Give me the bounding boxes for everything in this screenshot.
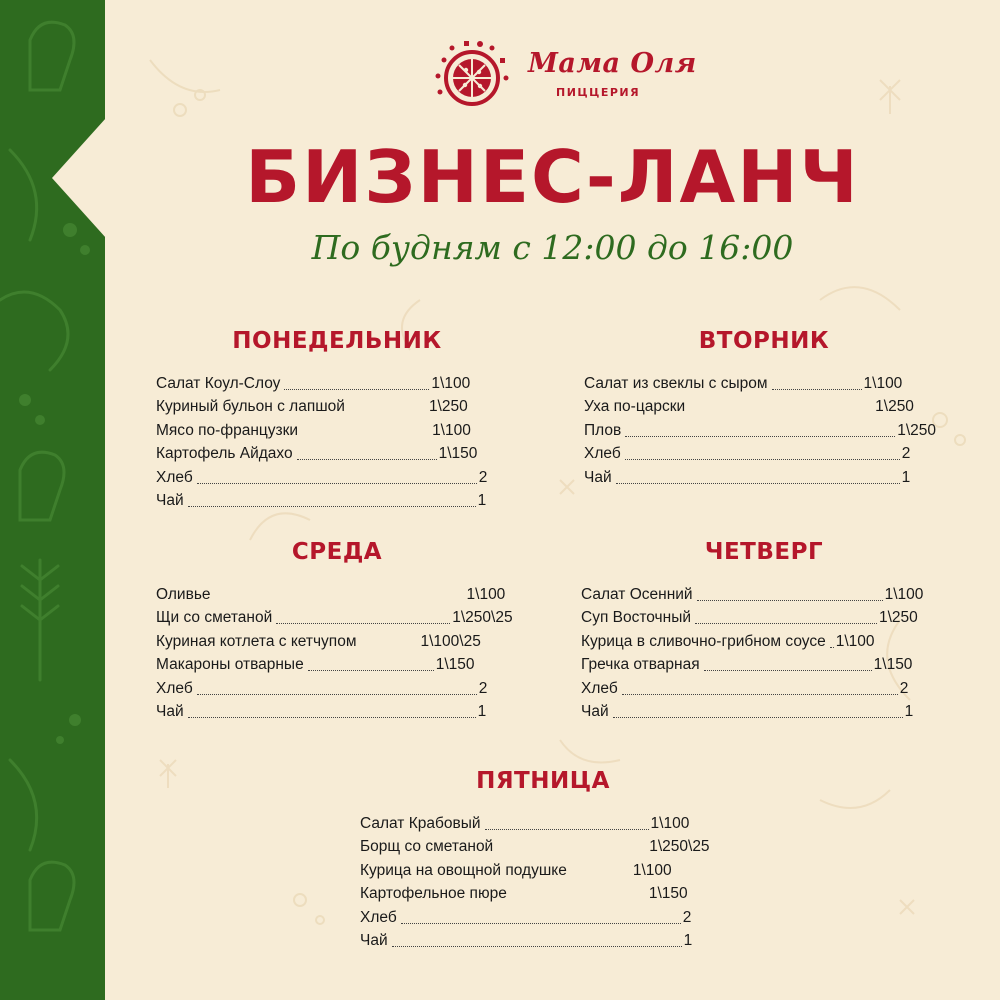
menu-item: [584, 441, 944, 465]
menu-item: [581, 581, 947, 605]
dish-portion: 1\150: [648, 885, 688, 902]
dish-portion: 1\250: [879, 609, 918, 626]
dot-leader: [349, 411, 427, 413]
menu-list: [360, 810, 726, 951]
menu-item: [156, 699, 518, 723]
menu-item: [156, 605, 518, 629]
dish-portion: 1: [477, 703, 487, 720]
menu-item: [156, 464, 518, 488]
dish-portion: 2: [901, 445, 911, 462]
dot-leader: [392, 945, 682, 947]
dish-portion: 1\150: [438, 445, 478, 462]
day-title: ЧЕТВЕРГ: [704, 539, 824, 565]
menu-item: [584, 394, 944, 418]
dish-portion: 1\100: [431, 374, 471, 392]
dot-leader: [188, 716, 476, 718]
menu-list: [584, 370, 944, 488]
dish-name: Картофельное пюре: [360, 885, 507, 902]
dish-name: Салат Осенний: [581, 585, 693, 603]
dish-portion: 1\150: [435, 656, 475, 673]
day-title: ВТОРНИК: [698, 328, 830, 354]
dish-name: Хлеб: [584, 445, 621, 462]
dish-name: Хлеб: [156, 468, 193, 486]
brand-logo: [430, 38, 700, 108]
dot-leader: [188, 505, 476, 507]
menu-list: [581, 581, 947, 722]
brand-name: Мама Оля: [528, 48, 697, 79]
menu-item: [581, 652, 947, 676]
sidebar-notch: [52, 118, 105, 238]
menu-item: [156, 417, 518, 441]
dot-leader: [284, 388, 429, 390]
dot-leader: [215, 599, 465, 601]
dish-portion: 1\250: [428, 398, 468, 415]
dot-leader: [772, 388, 862, 390]
dish-name: Куриная котлета с кетчупом: [156, 632, 357, 650]
dish-portion: 1\150: [873, 656, 913, 673]
menu-item: [156, 581, 518, 605]
day-block-tuesday: [584, 326, 944, 488]
decorative-sidebar: [0, 0, 105, 1000]
dot-leader: [197, 693, 477, 695]
dish-name: Чай: [156, 703, 184, 720]
dish-name: Чай: [156, 492, 184, 509]
day-block-thursday: [581, 537, 947, 722]
dot-leader: [625, 435, 895, 437]
dot-leader: [302, 435, 430, 437]
dot-leader: [511, 898, 647, 900]
dish-portion: 1\250\25: [452, 609, 513, 626]
dot-leader: [695, 622, 877, 624]
dish-name: Макароны отварные: [156, 656, 304, 673]
menu-list: [156, 370, 518, 511]
menu-item: [156, 628, 518, 652]
dish-portion: 2: [682, 908, 692, 926]
dish-portion: 1: [477, 492, 487, 509]
dish-name: Уха по-царски: [584, 398, 686, 415]
dish-portion: 1\100: [432, 421, 471, 439]
dot-leader: [485, 828, 649, 830]
dish-name: Хлеб: [581, 679, 618, 697]
menu-item: [584, 464, 944, 488]
menu-item: [584, 417, 944, 441]
dish-portion: 1\100\25: [420, 632, 481, 650]
menu-item: [156, 488, 518, 512]
dish-name: Щи со сметаной: [156, 609, 273, 626]
menu-item: [360, 904, 726, 928]
dot-leader: [276, 622, 450, 624]
page-title: БИЗНЕС-ЛАНЧ: [245, 135, 860, 219]
menu-item: [360, 834, 726, 858]
menu-item: [581, 675, 947, 699]
dish-name: Борщ со сметаной: [360, 838, 494, 855]
dish-portion: 2: [899, 679, 909, 697]
dot-leader: [197, 482, 477, 484]
menu-item: [581, 699, 947, 723]
dish-name: Чай: [584, 468, 612, 486]
menu-item: [156, 394, 518, 418]
dot-leader: [401, 922, 681, 924]
dot-leader: [830, 646, 834, 648]
menu-item: [581, 628, 947, 652]
menu-item: [360, 881, 726, 905]
dish-name: Плов: [584, 421, 622, 439]
dish-portion: 1\250\25: [649, 838, 710, 855]
dish-name: Мясо по-французки: [156, 421, 299, 439]
page-subtitle: По будням с 12:00 до 16:00: [311, 228, 794, 267]
day-block-friday: [360, 766, 726, 951]
dish-portion: 1: [683, 932, 693, 949]
dish-portion: 1\100: [466, 585, 506, 603]
dish-name: Картофель Айдахо: [156, 445, 293, 462]
dot-leader: [571, 875, 631, 877]
menu-item: [360, 928, 726, 952]
dish-portion: 1\100: [835, 632, 875, 650]
day-block-wednesday: [156, 537, 518, 722]
dish-name: Курица в сливочно-грибном соусе: [581, 632, 826, 650]
dish-portion: 2: [478, 468, 488, 486]
dot-leader: [497, 851, 647, 853]
dish-portion: 1\100: [650, 814, 690, 832]
dot-leader: [622, 693, 898, 695]
dish-name: Хлеб: [360, 908, 397, 926]
menu-item: [156, 441, 518, 465]
dot-leader: [616, 482, 900, 484]
dish-portion: 1\100: [884, 585, 924, 603]
day-block-monday: [156, 326, 518, 511]
dish-name: Чай: [581, 703, 609, 720]
dish-name: Гречка отварная: [581, 656, 700, 673]
menu-item: [581, 605, 947, 629]
brand-subtitle: ПИЦЦЕРИЯ: [556, 86, 641, 99]
pizza-logo-icon: [430, 38, 510, 108]
dish-name: Суп Восточный: [581, 609, 691, 626]
dot-leader: [697, 599, 883, 601]
dot-leader: [625, 458, 900, 460]
dot-leader: [689, 411, 873, 413]
dish-name: Салат Крабовый: [360, 814, 481, 832]
menu-item: [156, 675, 518, 699]
dot-leader: [360, 646, 418, 648]
dish-name: Салат из свеклы с сыром: [584, 374, 768, 392]
dish-portion: 2: [478, 679, 488, 697]
dish-name: Хлеб: [156, 679, 193, 697]
dot-leader: [297, 458, 437, 460]
dot-leader: [308, 669, 434, 671]
menu-item: [156, 370, 518, 394]
dot-leader: [613, 716, 903, 718]
menu-item: [360, 810, 726, 834]
menu-item: [156, 652, 518, 676]
dish-portion: 1\100: [632, 861, 672, 879]
day-title: ПЯТНИЦА: [476, 768, 610, 794]
menu-item: [360, 857, 726, 881]
dish-name: Чай: [360, 932, 388, 949]
dot-leader: [704, 669, 872, 671]
menu-list: [156, 581, 518, 722]
day-title: СРЕДА: [291, 539, 383, 565]
dish-portion: 1\250: [897, 421, 937, 439]
menu-item: [584, 370, 944, 394]
dish-portion: 1\250: [875, 398, 914, 415]
dish-portion: 1: [901, 468, 911, 486]
dish-name: Оливье: [156, 585, 211, 603]
dish-portion: 1\100: [863, 374, 903, 392]
dish-name: Салат Коул-Слоу: [156, 374, 281, 392]
dish-name: Курица на овощной подушке: [360, 861, 567, 879]
dish-portion: 1: [904, 703, 914, 720]
day-title: ПОНЕДЕЛЬНИК: [232, 328, 442, 354]
dish-name: Куриный бульон с лапшой: [156, 398, 345, 415]
